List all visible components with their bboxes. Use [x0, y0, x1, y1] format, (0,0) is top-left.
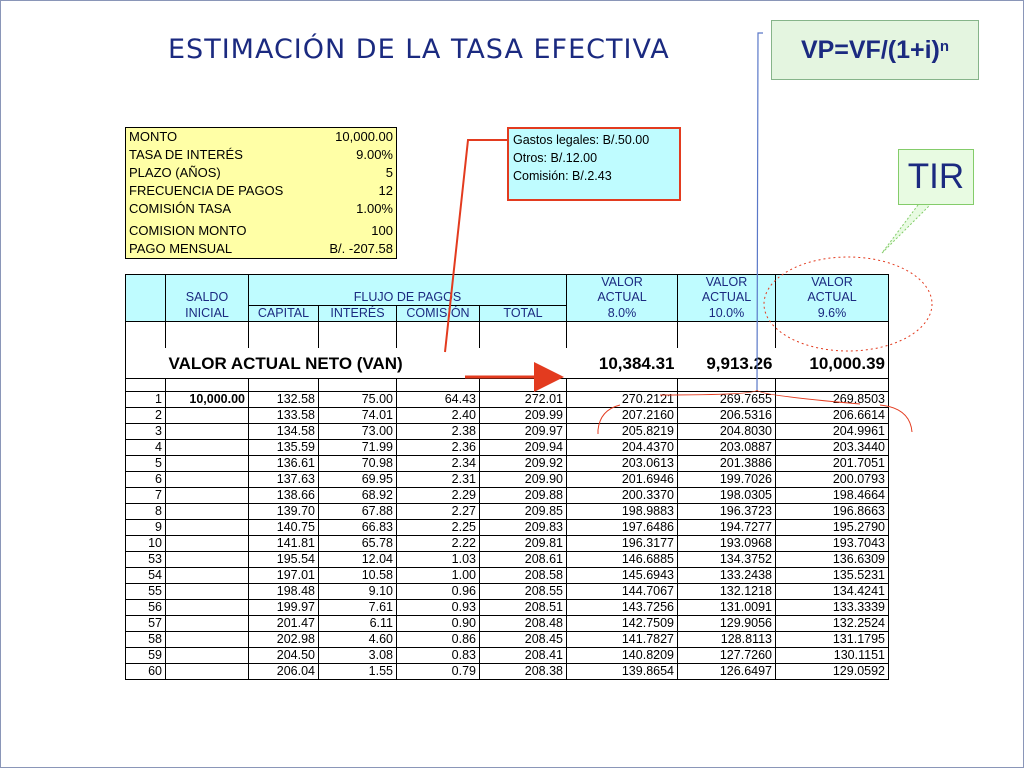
table-cell: 200.0793 [776, 472, 889, 488]
header-rate-2: 10.0% [678, 306, 776, 322]
table-cell: 140.8209 [567, 648, 678, 664]
table-cell: 70.98 [319, 456, 397, 472]
table-cell: 198.48 [249, 584, 319, 600]
header-row-2 [126, 290, 889, 306]
table-row [126, 408, 889, 424]
table-cell: 3.08 [319, 648, 397, 664]
param-row [126, 164, 396, 182]
table-cell: 208.61 [480, 552, 567, 568]
table-cell: 9.10 [319, 584, 397, 600]
table-cell: 67.88 [319, 504, 397, 520]
table-cell: 193.7043 [776, 536, 889, 552]
table-cell: 208.55 [480, 584, 567, 600]
van-96: 10,000.39 [776, 348, 889, 379]
table-cell: 209.99 [480, 408, 567, 424]
header-valor-2: VALOR [678, 275, 776, 291]
header-interes: INTERÉS [319, 306, 397, 322]
param-row [126, 182, 396, 200]
table-cell: 198.0305 [678, 488, 776, 504]
formula-base: VP=VF/(1+i) [800, 35, 940, 64]
table-cell: 208.41 [480, 648, 567, 664]
table-cell: 208.58 [480, 568, 567, 584]
table-cell: 201.7051 [776, 456, 889, 472]
table-cell: 194.7277 [678, 520, 776, 536]
table-cell: 136.61 [249, 456, 319, 472]
table-cell: 195.54 [249, 552, 319, 568]
cash-flow-table [125, 274, 889, 680]
param-value: 100 [371, 223, 393, 238]
table-cell: 133.3339 [776, 600, 889, 616]
table-cell: 134.3752 [678, 552, 776, 568]
table-cell [166, 648, 249, 664]
table-cell: 1 [126, 392, 166, 408]
van-row [126, 348, 889, 379]
table-cell: 2.27 [397, 504, 480, 520]
table-cell: 4.60 [319, 632, 397, 648]
table-row [126, 552, 889, 568]
table-cell [166, 664, 249, 680]
table-cell: 132.58 [249, 392, 319, 408]
table-row [126, 648, 889, 664]
table-cell: 209.83 [480, 520, 567, 536]
table-cell: 0.93 [397, 600, 480, 616]
header-saldo: SALDO [166, 290, 249, 306]
table-cell [166, 456, 249, 472]
table-cell: 74.01 [319, 408, 397, 424]
table-cell: 204.50 [249, 648, 319, 664]
table-cell: 131.0091 [678, 600, 776, 616]
table-cell: 201.47 [249, 616, 319, 632]
expense-line: Gastos legales: B/.50.00 [513, 133, 650, 147]
table-cell: 3 [126, 424, 166, 440]
table-row [126, 488, 889, 504]
table-cell: 209.88 [480, 488, 567, 504]
table-cell: 201.3886 [678, 456, 776, 472]
table-cell: 64.43 [397, 392, 480, 408]
table-cell [166, 616, 249, 632]
table-cell: 134.4241 [776, 584, 889, 600]
param-value: 9.00% [356, 147, 393, 162]
param-row [126, 200, 396, 218]
table-cell: 200.3370 [567, 488, 678, 504]
param-row [126, 146, 396, 164]
table-cell: 205.8219 [567, 424, 678, 440]
table-cell: 1.00 [397, 568, 480, 584]
table-cell: 137.63 [249, 472, 319, 488]
table-cell: 131.1795 [776, 632, 889, 648]
table-cell [166, 424, 249, 440]
table-cell: 66.83 [319, 520, 397, 536]
table-cell: 207.2160 [567, 408, 678, 424]
table-cell [166, 488, 249, 504]
table-cell [166, 472, 249, 488]
header-actual-2: ACTUAL [678, 290, 776, 306]
param-label: PAGO MENSUAL [129, 241, 233, 256]
formula-exponent: n [939, 37, 950, 55]
table-cell: 59 [126, 648, 166, 664]
header-rate-3: 9.6% [776, 306, 889, 322]
van-10: 9,913.26 [706, 353, 773, 373]
table-cell: 2.29 [397, 488, 480, 504]
table-cell: 196.8663 [776, 504, 889, 520]
table-cell: 209.97 [480, 424, 567, 440]
table-row [126, 504, 889, 520]
table-cell: 201.6946 [567, 472, 678, 488]
table-cell: 142.7509 [567, 616, 678, 632]
table-cell [166, 552, 249, 568]
table-cell: 8 [126, 504, 166, 520]
table-cell: 272.01 [480, 392, 567, 408]
table-cell: 54 [126, 568, 166, 584]
table-cell: 209.81 [480, 536, 567, 552]
table-cell: 1.55 [319, 664, 397, 680]
header-actual-1: ACTUAL [567, 290, 678, 306]
table-row [126, 424, 889, 440]
table-cell: 209.92 [480, 456, 567, 472]
param-row [126, 128, 396, 146]
table-cell: 2 [126, 408, 166, 424]
table-row [126, 664, 889, 680]
table-cell: 6 [126, 472, 166, 488]
table-cell: 2.22 [397, 536, 480, 552]
param-row [126, 222, 396, 240]
table-cell: 10.58 [319, 568, 397, 584]
table-cell: 2.40 [397, 408, 480, 424]
header-comision: COMISIÓN [397, 306, 480, 322]
param-label: COMISION MONTO [129, 223, 247, 238]
table-cell: 270.2121 [567, 392, 678, 408]
table-cell: 0.83 [397, 648, 480, 664]
table-row [126, 536, 889, 552]
table-row [126, 600, 889, 616]
table-cell: 199.97 [249, 600, 319, 616]
table-cell: 208.45 [480, 632, 567, 648]
van-label: VALOR ACTUAL NETO (VAN) [168, 353, 403, 373]
table-cell: 133.58 [249, 408, 319, 424]
table-cell: 10,000.00 [166, 392, 249, 408]
table-row [126, 456, 889, 472]
table-cell: 132.1218 [678, 584, 776, 600]
table-cell: 136.6309 [776, 552, 889, 568]
tir-callout: TIR [898, 149, 974, 205]
header-actual-3: ACTUAL [776, 290, 889, 306]
table-row [126, 472, 889, 488]
table-row [126, 392, 889, 408]
table-cell: 203.0613 [567, 456, 678, 472]
header-flujo: FLUJO DE PAGOS [249, 290, 567, 306]
table-cell: 139.8654 [567, 664, 678, 680]
table-cell: 135.59 [249, 440, 319, 456]
table-cell: 0.86 [397, 632, 480, 648]
table-cell [166, 408, 249, 424]
page-title: ESTIMACIÓN DE LA TASA EFECTIVA [168, 34, 670, 65]
table-cell: 4 [126, 440, 166, 456]
table-cell: 2.25 [397, 520, 480, 536]
param-value: 12 [378, 183, 393, 198]
header-total: TOTAL [480, 306, 567, 322]
table-cell: 203.0887 [678, 440, 776, 456]
table-cell [166, 632, 249, 648]
table-cell: 146.6885 [567, 552, 678, 568]
table-cell: 197.6486 [567, 520, 678, 536]
param-value: B/. -207.58 [329, 241, 393, 256]
table-cell: 198.4664 [776, 488, 889, 504]
table-cell: 144.7067 [567, 584, 678, 600]
spacer-row [126, 322, 889, 349]
header-rate-1: 8.0% [567, 306, 678, 322]
table-cell: 129.0592 [776, 664, 889, 680]
header-valor-1: VALOR [567, 275, 678, 291]
table-cell: 57 [126, 616, 166, 632]
expense-line: Comisión: B/.2.43 [513, 169, 612, 183]
table-cell: 209.85 [480, 504, 567, 520]
table-cell: 195.2790 [776, 520, 889, 536]
table-row [126, 440, 889, 456]
table-cell: 2.34 [397, 456, 480, 472]
table-cell: 7.61 [319, 600, 397, 616]
expense-line: Otros: B/.12.00 [513, 151, 598, 165]
table-cell [166, 568, 249, 584]
table-cell [166, 504, 249, 520]
table-cell: 208.51 [480, 600, 567, 616]
table-cell: 208.38 [480, 664, 567, 680]
table-cell: 132.2524 [776, 616, 889, 632]
table-cell [166, 584, 249, 600]
table-cell [166, 600, 249, 616]
param-label: TASA DE INTERÉS [129, 147, 243, 162]
table-cell [166, 536, 249, 552]
expenses-note [507, 127, 681, 201]
table-cell: 199.7026 [678, 472, 776, 488]
table-cell: 127.7260 [678, 648, 776, 664]
table-cell: 0.96 [397, 584, 480, 600]
header-inicial: INICIAL [166, 306, 249, 322]
table-cell: 128.8113 [678, 632, 776, 648]
loan-parameters-panel [125, 127, 397, 259]
table-cell: 196.3723 [678, 504, 776, 520]
table-cell: 206.5316 [678, 408, 776, 424]
table-cell: 1.03 [397, 552, 480, 568]
table-cell: 58 [126, 632, 166, 648]
spacer-row-2 [126, 379, 889, 392]
table-cell: 7 [126, 488, 166, 504]
table-cell: 204.9961 [776, 424, 889, 440]
table-cell: 71.99 [319, 440, 397, 456]
table-cell: 126.6497 [678, 664, 776, 680]
table-cell: 141.81 [249, 536, 319, 552]
table-cell: 2.36 [397, 440, 480, 456]
table-cell [166, 520, 249, 536]
param-value: 1.00% [356, 201, 393, 216]
param-label: MONTO [129, 129, 178, 144]
table-cell: 56 [126, 600, 166, 616]
table-cell: 139.70 [249, 504, 319, 520]
header-row-3 [126, 306, 889, 322]
table-cell: 130.1151 [776, 648, 889, 664]
table-cell: 2.31 [397, 472, 480, 488]
param-value: 10,000.00 [335, 129, 393, 144]
table-row [126, 568, 889, 584]
table-cell: 141.7827 [567, 632, 678, 648]
table-cell: 198.9883 [567, 504, 678, 520]
table-cell: 204.4370 [567, 440, 678, 456]
table-cell: 68.92 [319, 488, 397, 504]
param-label: COMISIÓN TASA [129, 201, 232, 216]
table-cell: 203.3440 [776, 440, 889, 456]
table-cell: 10 [126, 536, 166, 552]
table-cell: 197.01 [249, 568, 319, 584]
header-valor-3: VALOR [776, 275, 889, 291]
formula-box [771, 20, 979, 80]
table-cell: 65.78 [319, 536, 397, 552]
table-cell: 6.11 [319, 616, 397, 632]
table-cell: 138.66 [249, 488, 319, 504]
table-cell: 69.95 [319, 472, 397, 488]
header-row-1 [126, 275, 889, 291]
table-cell: 209.90 [480, 472, 567, 488]
table-cell: 206.04 [249, 664, 319, 680]
table-cell: 135.5231 [776, 568, 889, 584]
table-cell: 196.3177 [567, 536, 678, 552]
table-cell: 269.8503 [776, 392, 889, 408]
param-label: FRECUENCIA DE PAGOS [129, 183, 284, 198]
table-cell: 2.38 [397, 424, 480, 440]
table-cell: 129.9056 [678, 616, 776, 632]
table-cell: 206.6614 [776, 408, 889, 424]
table-row [126, 584, 889, 600]
table-cell: 202.98 [249, 632, 319, 648]
table-cell: 269.7655 [678, 392, 776, 408]
table-cell: 55 [126, 584, 166, 600]
param-label: PLAZO (AÑOS) [129, 165, 221, 180]
table-cell: 133.2438 [678, 568, 776, 584]
table-cell [166, 440, 249, 456]
table-row [126, 632, 889, 648]
table-cell: 209.94 [480, 440, 567, 456]
table-cell: 193.0968 [678, 536, 776, 552]
param-value: 5 [385, 165, 393, 180]
van-8: 10,384.31 [598, 353, 675, 373]
table-cell: 143.7256 [567, 600, 678, 616]
table-cell: 60 [126, 664, 166, 680]
table-cell: 145.6943 [567, 568, 678, 584]
table-cell: 5 [126, 456, 166, 472]
table-cell: 0.79 [397, 664, 480, 680]
table-row [126, 520, 889, 536]
table-cell: 9 [126, 520, 166, 536]
header-capital: CAPITAL [249, 306, 319, 322]
table-cell: 12.04 [319, 552, 397, 568]
table-cell: 134.58 [249, 424, 319, 440]
table-cell: 53 [126, 552, 166, 568]
table-cell: 140.75 [249, 520, 319, 536]
table-cell: 75.00 [319, 392, 397, 408]
param-row [126, 240, 396, 258]
table-row [126, 616, 889, 632]
table-cell: 73.00 [319, 424, 397, 440]
table-cell: 0.90 [397, 616, 480, 632]
table-cell: 204.8030 [678, 424, 776, 440]
table-cell: 208.48 [480, 616, 567, 632]
